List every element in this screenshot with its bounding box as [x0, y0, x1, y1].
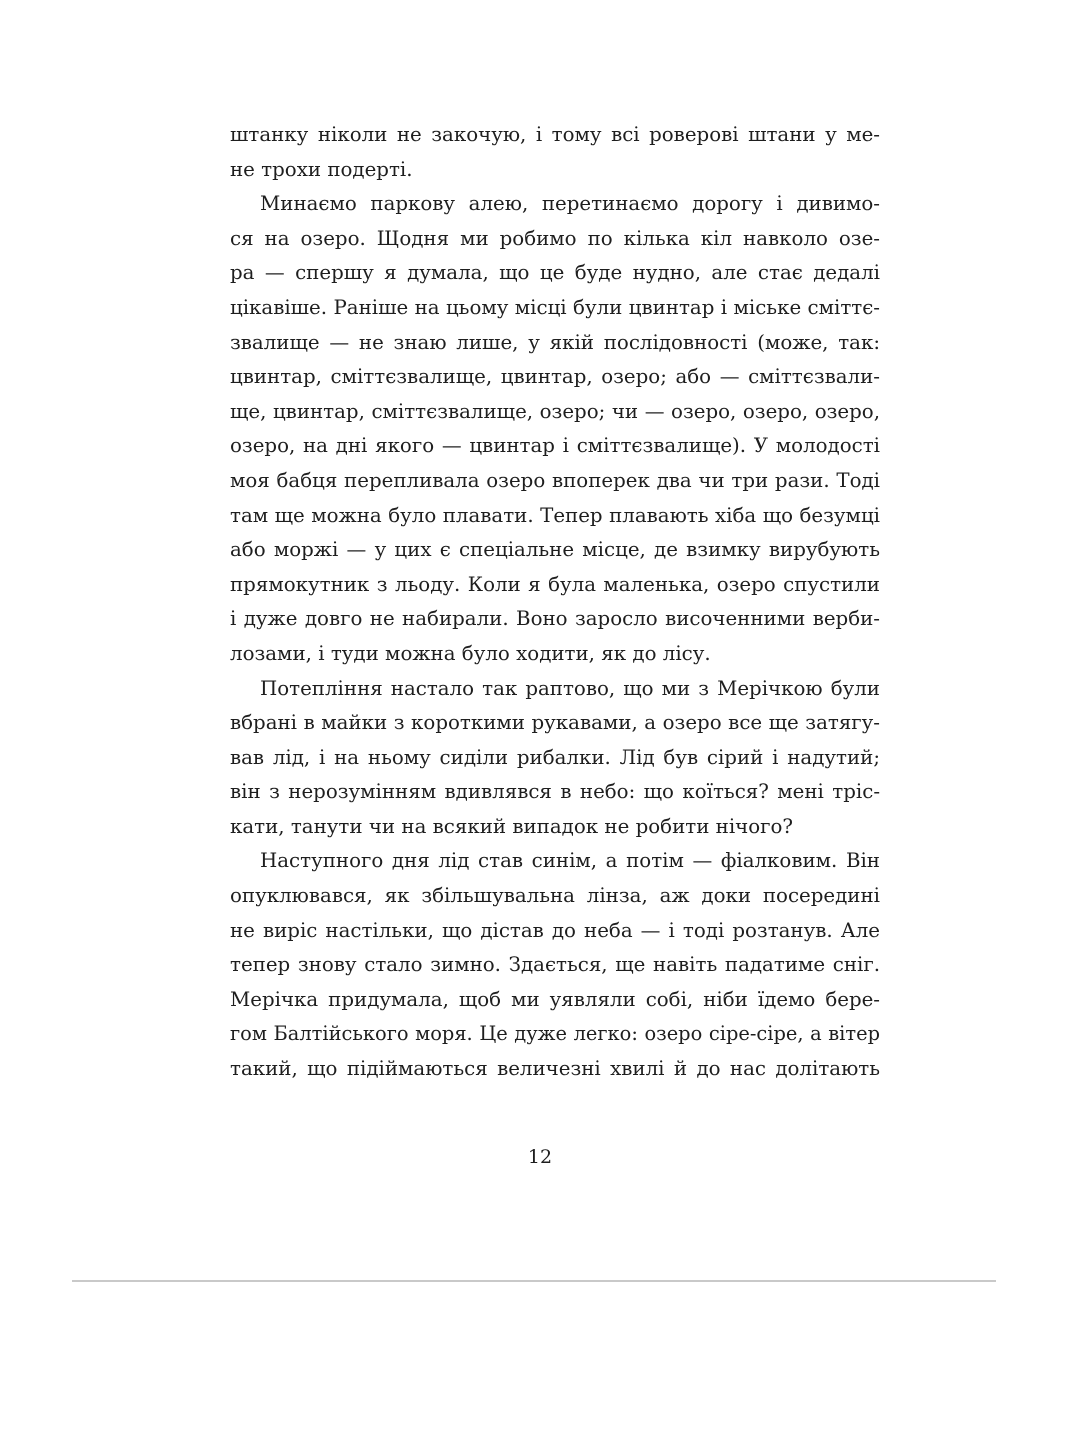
text-line: і дуже довго не набирали. Воно заросло височенними верби- — [230, 607, 880, 631]
text-line: ще, цвинтар, сміттєзвалище, озеро; чи — озеро, озеро, озеро, — [230, 399, 880, 423]
text-line: ся на озеро. Щодня ми робимо по кілька кіл навколо озе- — [230, 226, 880, 250]
text-line: гом Балтійського моря. Це дуже легко: озеро сіре-сіре, а вітер — [230, 1022, 880, 1046]
book-page-text — [230, 118, 880, 1087]
text-line: він з нерозумінням вдивлявся в небо: що коїться? мені тріс- — [230, 780, 880, 804]
text-line: кати, танути чи на всякий випадок не робити нічого? — [230, 814, 794, 838]
text-line: такий, що підіймаються величезні хвилі й до нас долітають — [230, 1057, 880, 1081]
text-line: Потепління настало так раптово, що ми з Мерічкою були — [260, 676, 880, 700]
text-line: моя бабця перепливала озеро впоперек два чи три рази. Тоді — [230, 468, 880, 492]
text-line: не трохи подерті. — [230, 157, 413, 181]
text-line: Мерічка придумала, щоб ми уявляли собі, ніби їдемо бере- — [230, 987, 880, 1011]
text-line: звалище — не знаю лише, у якій послідовності (може, так: — [230, 330, 880, 354]
text-line: тепер знову стало зимно. Здається, ще навіть падатиме сніг. — [230, 953, 880, 977]
text-line: Наступного дня лід став синім, а потім — фіалковим. Він — [260, 849, 880, 873]
text-line: цікавіше. Раніше на цьому місці були цвинтар і міське сміттє- — [230, 295, 880, 319]
text-line: опуклювався, як збільшувальна лінза, аж доки посередині — [230, 884, 880, 908]
text-line: або моржі — у цих є спеціальне місце, де взимку вирубують — [230, 538, 880, 562]
text-line: лозами, і туди можна було ходити, як до лісу. — [230, 641, 711, 665]
text-line: штанку ніколи не закочую, і тому всі роверові штани у ме- — [230, 123, 880, 146]
text-line: не виріс настільки, що дістав до неба — і тоді розтанув. Але — [230, 918, 880, 942]
text-line: там ще можна було плавати. Тепер плавають хіба що безумці — [230, 503, 880, 527]
text-line: вав лід, і на ньому сиділи рибалки. Лід був сірий і надутий; — [230, 745, 880, 769]
text-line: озеро, на дні якого — цвинтар і сміттєзвалище). У молодості — [230, 434, 880, 458]
bottom-divider — [72, 1280, 996, 1282]
text-line: Минаємо паркову алею, перетинаємо дорогу і дивимо- — [260, 192, 880, 216]
text-line: ра — спершу я думала, що це буде нудно, але стає дедалі — [230, 261, 880, 285]
text-line: прямокутник з льоду. Коли я була маленька, озеро спустили — [230, 572, 880, 596]
page-number: 12 — [527, 1146, 553, 1168]
text-line: вбрані в майки з короткими рукавами, а озеро все ще затягу- — [230, 711, 880, 735]
text-line: цвинтар, сміттєзвалище, цвинтар, озеро; або — сміттєзвали- — [230, 365, 880, 389]
